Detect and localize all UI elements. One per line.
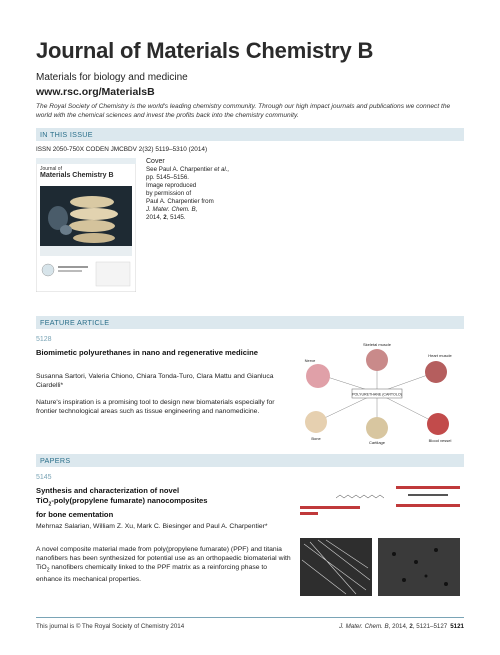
graphic-label-cartilage: Cartilage [368,440,386,445]
feature-article-authors: Susanna Sartori, Valeria Chiono, Chiara Tonda-Turo, Clara Mattu and Gianluca Ciardelli* [36,373,274,389]
tagline: The Royal Society of Chemistry is the world's leading chemistry community. Through our high impact journals and publications we connect the world with the chemical sciences and invest the profits back into the chemistry community. [36,103,451,119]
cover-caption-line5: Paul A. Charpentier from [146,198,214,205]
footer-journal: J. Mater. Chem. B, [339,623,391,630]
paper-abstract [36,545,291,584]
footer-rule [36,617,464,618]
footer-page-number: 5121 [450,623,464,630]
paper-graphic [296,480,464,600]
cover-caption-line1: See Paul A. Charpentier [146,166,215,173]
graphic-label-skeletal-muscle: Skeletal muscle [362,342,392,347]
footer-year: 2014, [390,623,410,630]
paper-abstract-sub: 2 [46,567,50,574]
cover-caption-line7-end: , 5145. [166,214,186,221]
feature-article-abstract: Nature's inspiration is a promising tool to design new biomaterials especially for frontier technological areas such as tissue engineering and nanomedicine. [36,399,275,415]
cover-mini-journal-line2: Materials Chemistry B [40,172,114,179]
paper-authors: Mehrnaz Salarian, William Z. Xu, Mark C. Biesinger and Paul A. Charpentier* [36,523,268,530]
cover-caption-line4: by permission of [146,190,192,197]
paper-title-line1: Synthesis and characterization of novel [36,486,180,495]
graphic-center-label: POLYURETHANE (CARTOLO) [352,392,402,397]
graphic-label-nerve: Nerve [304,358,316,363]
cover-caption-line7-bold: 2 [163,214,167,221]
journal-title: Journal of Materials Chemistry B [36,38,374,63]
feature-article-graphic [290,340,464,446]
footer-pages: , 5121–5127 [412,623,448,630]
issn-line: ISSN 2050-750X CODEN JMCBDV 2(32) 5119–5310 (2014) [36,146,208,153]
section-papers: PAPERS [36,454,464,467]
graphic-label-heart-muscle: Heart muscle [428,353,452,358]
cover-caption [146,158,229,222]
feature-article-title[interactable]: Biomimetic polyurethanes in nano and regenerative medicine [36,348,258,357]
cover-caption-line3: Image reproduced [146,182,197,189]
cover-mini-journal-line1: Journal of [40,166,62,172]
cover-caption-line6: J. Mater. Chem. B, [146,206,198,213]
paper-abstract-post: nanofibers chemically linked to the PPF matrix as a reinforcing phase to enhance its mechanical properties. [36,564,268,584]
feature-article-page[interactable]: 5128 [36,336,52,343]
paper-page[interactable]: 5145 [36,474,52,481]
cover-caption-line2: pp. 5145–5156. [146,174,190,181]
graphic-label-bone: Bone [311,436,321,441]
graphic-label-blood-vessel: Blood vessel [428,438,452,443]
paper-title[interactable] [36,486,286,519]
footer-volume: 2 [409,623,413,630]
paper-title-line2-pre: TiO [36,495,49,505]
footer-copyright: This journal is © The Royal Society of Chemistry 2014 [36,623,185,630]
paper-abstract-pre: A novel composite material made from poly(propylene fumarate) (PPF) and titania nanofibers has been synthesized for potential use as an orthopaedic biomaterial with TiO [36,546,291,571]
journal-subtitle: Materials for biology and medicine [36,72,188,83]
paper-title-line2-sub: 2 [48,501,52,508]
cover-caption-title: Cover [146,158,165,165]
journal-url[interactable]: www.rsc.org/MaterialsB [36,86,155,98]
cover-caption-line1-italic: et al., [214,166,230,173]
footer-citation [339,623,464,630]
section-feature-article: FEATURE ARTICLE [36,316,464,329]
section-in-this-issue: IN THIS ISSUE [36,128,464,141]
cover-caption-line7: 2014, [146,214,164,221]
paper-title-line2-post: -poly(propylene fumarate) nanocomposites [51,495,208,505]
paper-title-line3: for bone cementation [36,509,114,519]
